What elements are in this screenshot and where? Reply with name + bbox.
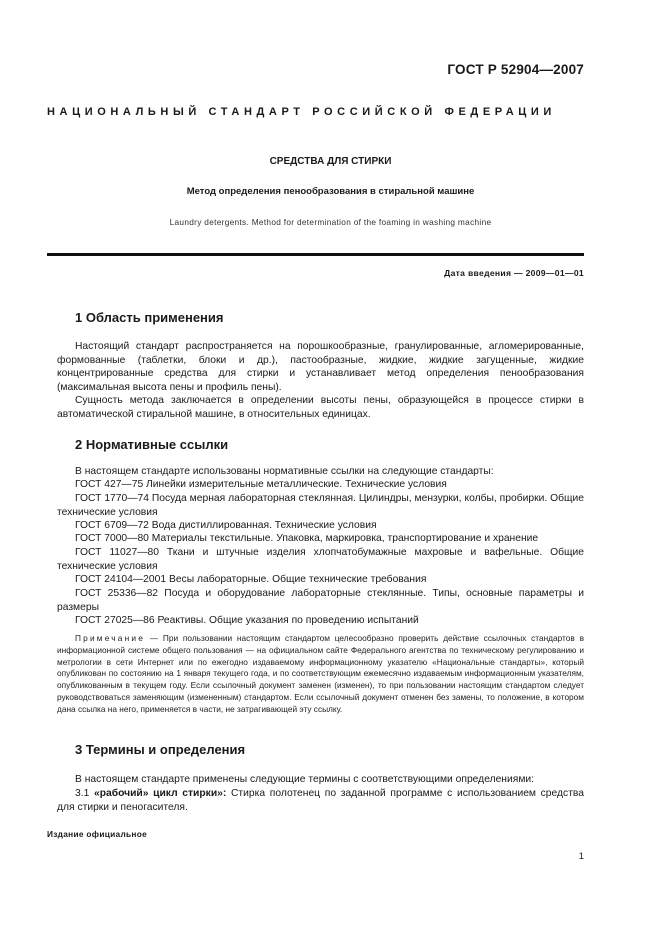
section-3-heading: 3 Термины и определения (75, 742, 246, 757)
section-1-paragraph-2: Сущность метода заключается в определении высоты пены, образующейся в процессе стирки в автоматической стиральной машине, в относительных единицах. (57, 395, 584, 420)
section-2-intro: В настоящем стандарте использованы нормативные ссылки на следующие стандарты: (75, 466, 494, 477)
reference-item: ГОСТ 1770—74 Посуда мерная лабораторная стеклянная. Цилиндры, мензурки, колбы, пробирки. Общие технические условия (57, 493, 584, 518)
section-1-paragraph-1: Настоящий стандарт распространяется на порошкообразные, гранулированные, агломерированные, формованные (таблетки, блоки и др.), пастообразные, жидкие, жидкие загущенные, жидкие концентрированные средства для стирки и устанавливает метод определения пенообразования (максимальная высота пены и профиль пены). (57, 341, 584, 393)
term-text: Стирка полотенец по заданной программе с использованием средства для стирки и пеногасителя. (57, 788, 584, 813)
reference-item: ГОСТ 25336—82 Посуда и оборудование лабораторные стеклянные. Типы, основные параметры и размеры (57, 588, 584, 613)
section-2-heading: 2 Нормативные ссылки (75, 437, 229, 452)
document-subtitle: Метод определения пенообразования в стиральной машине (186, 186, 475, 197)
reference-item: ГОСТ 11027—80 Ткани и штучные изделия хлопчатобумажные махровые и вафельные. Общие технические условия (57, 547, 584, 572)
introduction-date: Дата введения — 2009—01—01 (444, 268, 584, 278)
english-title: Laundry detergents. Method for determination of the foaming in washing machine (169, 217, 492, 227)
page-number: 1 (578, 851, 584, 862)
references-note (57, 633, 584, 716)
term-name: «рабочий» цикл стирки»: (93, 788, 227, 799)
official-edition-label: Издание официальное (47, 829, 148, 839)
title-divider (47, 253, 584, 256)
section-1-heading: 1 Область применения (75, 310, 224, 325)
term-number: 3.1 (75, 788, 94, 799)
note-label: Примечание (75, 633, 146, 643)
national-standard-banner: НАЦИОНАЛЬНЫЙ СТАНДАРТ РОССИЙСКОЙ ФЕДЕРАЦИИ (47, 106, 556, 118)
reference-item: ГОСТ 24104—2001 Весы лабораторные. Общие технические требования (75, 574, 427, 585)
reference-item: ГОСТ 427—75 Линейки измерительные металлические. Технические условия (75, 479, 447, 490)
term-definition (57, 787, 584, 814)
reference-item: ГОСТ 7000—80 Материалы текстильные. Упаковка, маркировка, транспортирование и хранение (75, 533, 539, 544)
section-3-intro: В настоящем стандарте применены следующие термины с соответствующими определениями: (75, 774, 535, 785)
document-title: СРЕДСТВА ДЛЯ СТИРКИ (269, 156, 392, 167)
document-number: ГОСТ Р 52904—2007 (447, 62, 584, 77)
reference-item: ГОСТ 27025—86 Реактивы. Общие указания по проведению испытаний (75, 615, 419, 626)
reference-item: ГОСТ 6709—72 Вода дистиллированная. Технические условия (75, 520, 377, 531)
note-text: — При пользовании настоящим стандартом целесообразно проверить действие ссылочных стандартов в информационной системе общего пользования — на официальном сайте Федерального агентства по техническому регулированию и метрологии в сети Интернет или по ежегодно издаваемому информационному указателю «Национальные стандарты», который опубликован по состоянию на 1 января текущего года, и по соответствующим ежемесячно издаваемым информационным указателям, опубликованным в текущем году. Если ссылочный документ заменен (изменен), то при пользовании настоящим стандартом следует руководствоваться заменяющим (измененным) стандартом. Если ссылочный документ отменен без замены, то положение, в котором дана ссылка на него, применяется в части, не затрагивающей эту ссылку. (57, 633, 584, 714)
